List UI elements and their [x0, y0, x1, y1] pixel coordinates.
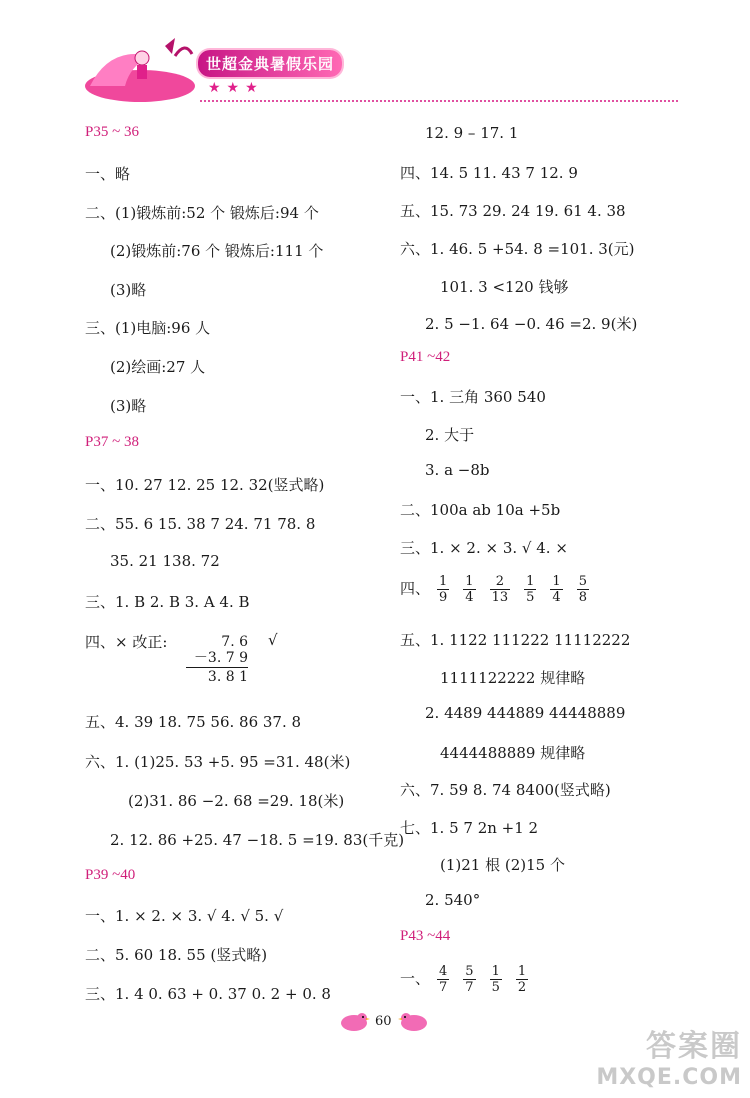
calc-top: 7. 6: [221, 634, 248, 650]
answer-line: (2)31. 86 −2. 68 =29. 18(米): [128, 792, 345, 810]
fraction: [437, 964, 449, 995]
numerator: 4: [439, 964, 448, 979]
numerator: 1: [552, 574, 561, 589]
answer-line: 三、(1)电脑:96 人: [85, 319, 211, 337]
fraction: [437, 574, 449, 605]
denominator: 9: [439, 590, 448, 605]
numerator: 5: [465, 964, 474, 979]
answer-line: 101. 3 <120 钱够: [440, 278, 569, 296]
answer-line: 三、1. B 2. B 3. A 4. B: [85, 593, 250, 611]
answer-line: 六、7. 59 8. 74 8400(竖式略): [400, 781, 611, 799]
answer-line: 2. 12. 86 +25. 47 −18. 5 =19. 83(千克): [110, 831, 405, 849]
fraction: [490, 964, 502, 995]
answer-line: 2. 540°: [425, 891, 481, 909]
answer-line: 一、1. × 2. × 3. √ 4. √ 5. √: [85, 907, 284, 925]
answer-line: 35. 21 138. 72: [110, 552, 220, 570]
answer-line: 七、1. 5 7 2n +1 2: [400, 819, 539, 837]
answer-line: 二、5. 60 18. 55 (竖式略): [85, 946, 268, 964]
denominator: 5: [491, 980, 500, 995]
watermark-line2: MXQE.COM: [596, 1065, 742, 1090]
section-heading: P39 ~40: [85, 867, 136, 883]
fraction: [463, 574, 475, 605]
numerator: 1: [491, 964, 500, 979]
fraction: [577, 574, 589, 605]
answer-line: 2. 4489 444889 44448889: [425, 704, 626, 722]
section-heading: P37 ~ 38: [85, 434, 139, 450]
fraction-group: [430, 964, 535, 995]
fraction-group: [430, 574, 596, 605]
watermark-line1: 答案圈: [646, 1029, 742, 1064]
answer-line: (3)略: [110, 397, 147, 415]
answer-line: 六、1. (1)25. 53 +5. 95 =31. 48(米): [85, 753, 351, 771]
vertical-subtraction: [186, 634, 248, 685]
header-banner: [80, 36, 680, 116]
logo-title: 世超金典暑假乐园: [198, 50, 342, 77]
bird-left-icon: [338, 1010, 370, 1032]
row-prefix: 四、: [400, 579, 431, 598]
answer-line: (2)锻炼前:76 个 锻炼后:111 个: [110, 242, 324, 260]
answer-line: 2. 5 −1. 64 −0. 46 =2. 9(米): [425, 315, 638, 333]
denominator: 7: [439, 980, 448, 995]
numerator: 1: [517, 964, 527, 979]
row-prefix: 一、: [400, 969, 431, 988]
answer-line: 4444488889 规律略: [440, 744, 586, 762]
denominator: 7: [465, 980, 474, 995]
answer-line: 六、1. 46. 5 +54. 8 =101. 3(元): [400, 240, 635, 258]
denominator: 2: [517, 980, 527, 995]
answer-line: 三、1. × 2. × 3. √ 4. ×: [400, 539, 568, 557]
page-number: 60: [375, 1014, 392, 1029]
denominator: 4: [552, 590, 561, 605]
section-heading: P35 ~ 36: [85, 124, 139, 140]
answer-line: 四、14. 5 11. 43 7 12. 9: [400, 164, 578, 182]
fraction: [516, 964, 528, 995]
fraction: [490, 574, 511, 605]
answer-line: 12. 9 – 17. 1: [425, 124, 519, 142]
fraction: [463, 964, 475, 995]
answer-line: 二、100a ab 10a +5b: [400, 501, 561, 519]
answer-line: 一、略: [85, 165, 131, 183]
answer-line: (2)绘画:27 人: [110, 358, 206, 376]
section-heading: P43 ~44: [400, 928, 451, 944]
numerator: 1: [526, 574, 535, 589]
answer-line: 一、1. 三角 360 540: [400, 388, 546, 406]
answer-line: 2. 大于: [425, 426, 475, 444]
watermark: [596, 1021, 742, 1090]
fraction: [550, 574, 562, 605]
bird-right-icon: [398, 1010, 430, 1032]
answer-line: 二、(1)锻炼前:52 个 锻炼后:94 个: [85, 204, 319, 222]
denominator: 13: [491, 590, 509, 605]
denominator: 8: [578, 590, 587, 605]
denominator: 5: [526, 590, 535, 605]
stars-decoration-icon: ★★★: [208, 80, 264, 96]
numerator: 1: [439, 574, 448, 589]
answer-line: 五、1. 1122 111222 11112222: [400, 631, 631, 649]
answer-line: (1)21 根 (2)15 个: [440, 856, 565, 874]
calc-subtrahend: －3. 7 9: [193, 650, 248, 666]
fraction: [524, 574, 536, 605]
answer-line: 四、× 改正:: [85, 633, 168, 651]
numerator: 2: [490, 574, 511, 590]
denominator: 4: [465, 590, 474, 605]
numerator: 1: [465, 574, 474, 589]
section-heading: P41 ~42: [400, 349, 451, 365]
numerator: 5: [578, 574, 587, 589]
calc-rule: [186, 667, 248, 668]
answer-line: 3. a −8b: [425, 461, 490, 479]
header-divider: [200, 100, 678, 102]
check-mark: √: [268, 631, 278, 649]
answer-line: 五、15. 73 29. 24 19. 61 4. 38: [400, 202, 626, 220]
calc-result: 3. 8 1: [207, 669, 248, 685]
answer-line: 一、10. 27 12. 25 12. 32(竖式略): [85, 476, 325, 494]
answer-line: 二、55. 6 15. 38 7 24. 71 78. 8: [85, 515, 316, 533]
fraction-row: [400, 964, 535, 995]
answer-line: (3)略: [110, 281, 147, 299]
answer-line: 1111122222 规律略: [440, 669, 586, 687]
answer-line: 三、1. 4 0. 63 + 0. 37 0. 2 + 0. 8: [85, 985, 331, 1003]
answer-line: 五、4. 39 18. 75 56. 86 37. 8: [85, 713, 302, 731]
surfer-logo-icon: [80, 36, 200, 108]
fraction-row: [400, 574, 596, 605]
